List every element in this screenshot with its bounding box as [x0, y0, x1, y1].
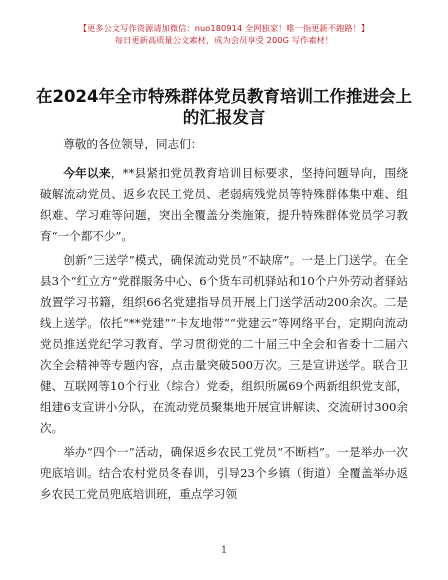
paragraph-1-lead: 今年以来 [63, 166, 111, 180]
page-number: 1 [220, 545, 228, 556]
document-body [40, 134, 408, 508]
promo-banner [0, 22, 448, 46]
greeting: 尊敬的各位领导，同志们： [63, 137, 203, 151]
paragraph-1-text: ，**县紧扣党员教育培训目标要求，坚持问题导向，围绕破解流动党员、返乡农民工党员、老弱病残党员等特殊群体集中难、组织难、学习难等问题，突出全覆盖分类施策，提升特殊群体党员学习教育“一个都不少”。 [40, 166, 408, 243]
document-title: 在2024年全市特殊群体党员教育培训工作推进会上的汇报发言 [36, 87, 412, 127]
paragraph-2: 创新“三送学”模式，确保流动党员“不缺席”。一是上门送学。在全县3个“红立方”党群服务中心、6个货车司机驿站和10个户外劳动者驿站放置学习书籍，组织66名党建指导员开展上门送学活动200余次。二是线上送学。依托“**党建”“卡友地带”“党建云”等网络平台，定期向流动党员推送党纪学习教育、学习贯彻党的二十届三中全会和省委十二届六次全会精神等专题内容，点击量突破500万次。三是宣讲送学。联合卫健、互联网等10个行业（综合）党委，组织所属69个两新组织党支部，组建6支宣讲小分队，在流动党员聚集地开展宣讲解读、交流研讨300余次。 [40, 253, 408, 435]
paragraph-1 [40, 163, 408, 247]
promo-banner-line-2: 每日更新高质量公文素材，成为会员享受 200G 写作素材！ [114, 35, 334, 45]
paragraph-3: 举办“四个一”活动，确保返乡农民工党员“不断档”。一是举办一次兜底培训。结合农村党员冬春训，引导23个乡镇（街道）全覆盖举办返乡农民工党员兜底培训班，重点学习领 [40, 445, 408, 501]
promo-banner-line-1: 【更多公文写作资源请加微信：nuo180914 全网独家！唯一指更新不跑路！】 [78, 23, 370, 33]
